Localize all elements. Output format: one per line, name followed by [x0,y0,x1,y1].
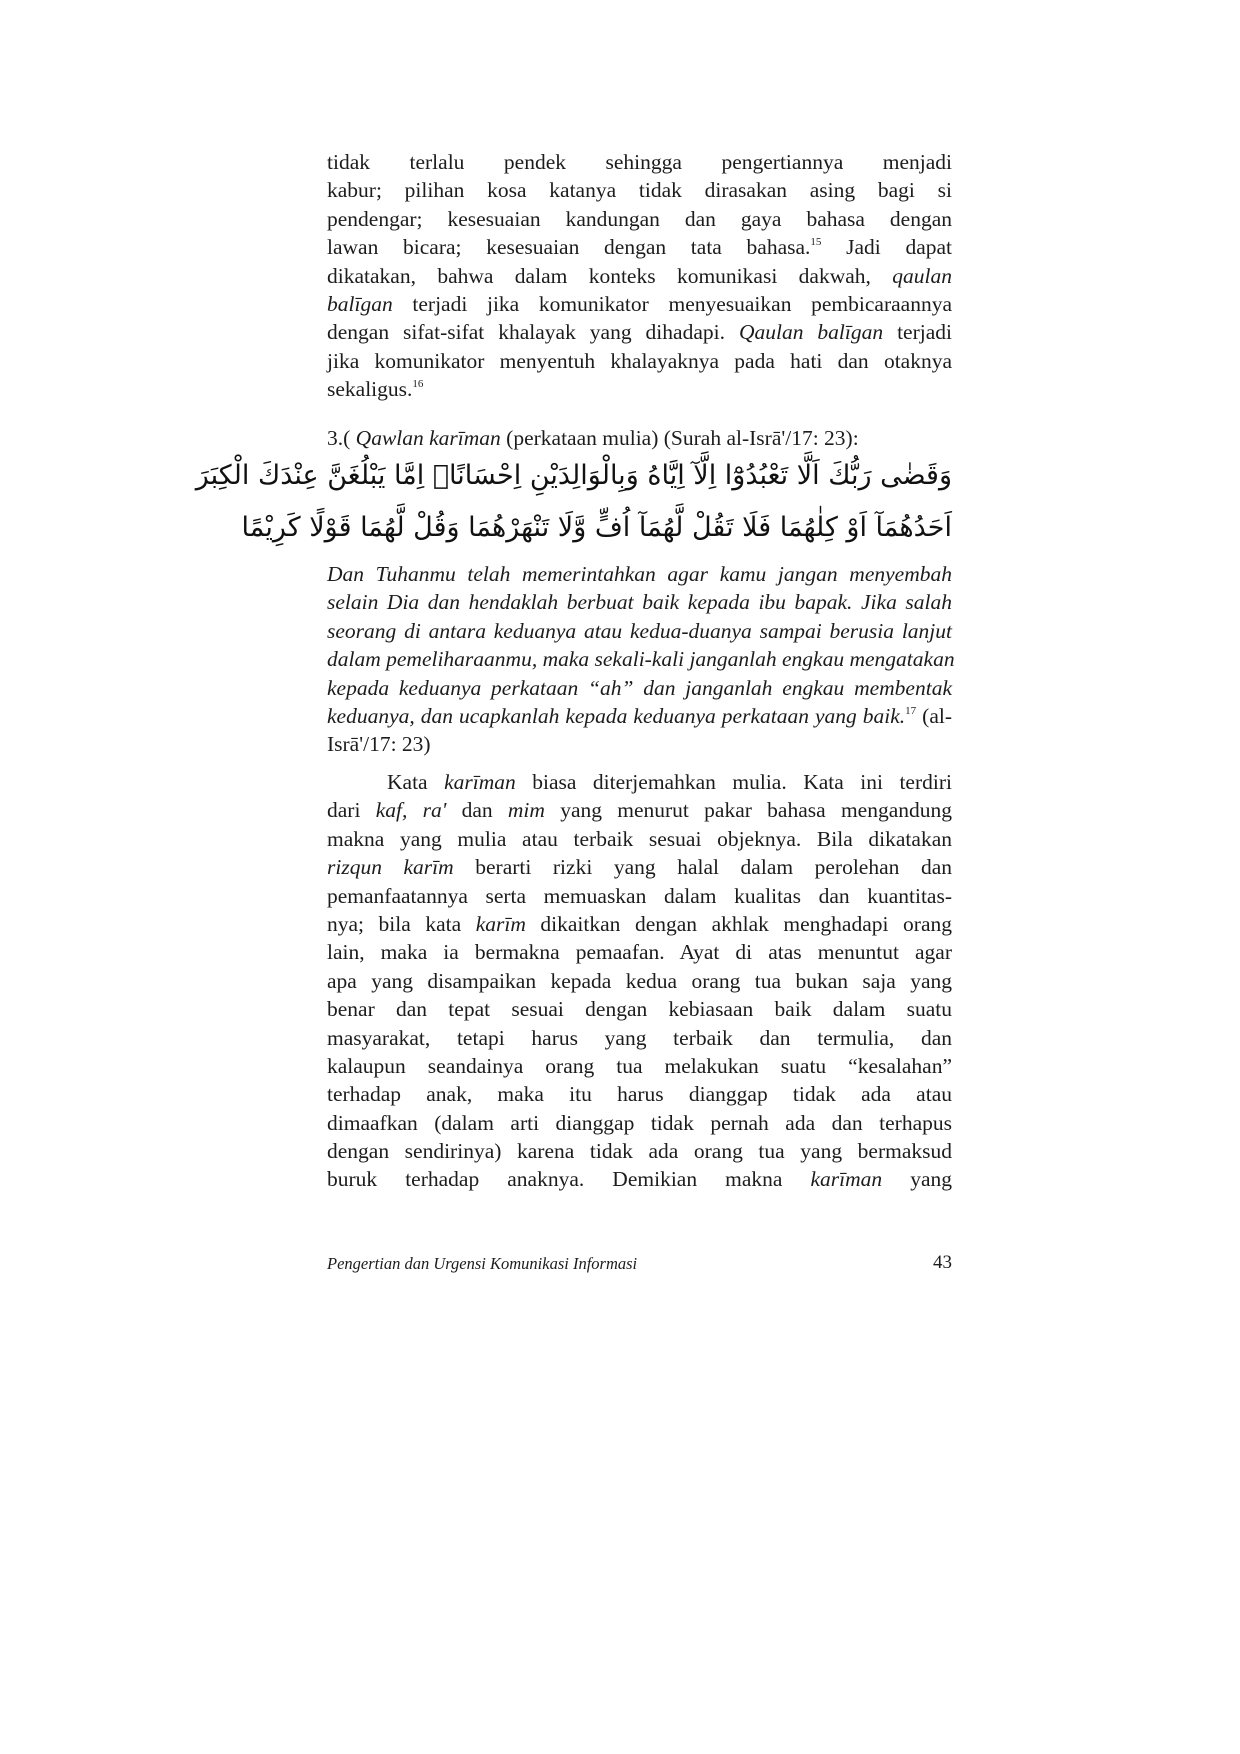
text-line [327,995,952,1023]
text-segment: lawan bicara; kesesuaian dengan tata bahasa. [327,235,811,260]
arabic-verse [195,450,952,554]
text-segment: apa yang disampaikan kepada kedua orang tua bukan saja yang [327,968,952,993]
text-segment: Jadi dapat [821,235,953,260]
text-segment: sekaligus. [327,377,413,402]
arabic-verse-line-1: وَقَضٰى رَبُّكَ اَلَّا تَعْبُدُوْٓا اِلَّآ اِيَّاهُ وَبِالْوَالِدَيْنِ اِحْسَانًاۗ اِمَّا يَبْلُغَنَّ عِنْدَكَ الْكِبَرَ [195,460,952,491]
verse-translation [327,560,955,759]
text-segment: Kata [387,770,445,794]
paragraph-1 [327,148,952,404]
text-segment: buruk terhadap anaknya. Demikian makna [327,1167,811,1192]
text-segment: (al- [916,703,952,728]
text-segment: pendengar; kesesuaian kandungan dan gaya bahasa dengan [327,206,952,231]
text-line [327,1109,952,1137]
italic-text: Dan Tuhanmu telah memerintahkan agar kamu jangan menyembah [327,562,952,586]
text-line [327,796,952,824]
footnote-marker: 17 [905,704,917,717]
text-line [327,702,952,730]
italic-text: balīgan [327,291,393,316]
text-segment: jika komunikator menyentuh khalayaknya pada hati dan otaknya [327,348,952,373]
text-segment: kabur; pilihan kosa katanya tidak dirasakan asing bagi si [327,178,952,203]
italic-text: karīman [810,1167,883,1192]
text-line [327,825,952,853]
text-segment: dengan sendirinya) karena tidak ada orang tua yang bermaksud [327,1139,952,1164]
page-footer [327,1254,952,1274]
text-segment: tidak terlalu pendek sehingga pengertiannya menjadi [327,150,952,174]
text-segment: biasa diterjemahkan mulia. Kata ini terdiri [515,770,952,794]
footnote-marker: 15 [810,236,822,249]
text-line [327,1080,952,1108]
footer-title: Pengertian dan Urgensi Komunikasi Informasi [327,1254,638,1273]
text-line [327,645,955,673]
text-line [327,560,952,588]
text-line [327,233,952,261]
text-line [327,853,952,881]
text-segment: dan [446,798,508,823]
italic-text: dalam pemeliharaanmu, maka sekali-kali janganlah engkau mengatakan [327,647,955,672]
text-segment: berarti rizki yang halal dalam perolehan dan [453,855,952,880]
text-segment: yang [882,1167,953,1192]
text-line [327,205,952,233]
text-line [327,176,952,204]
text-segment: dikaitkan dengan akhlak menghadapi orang [525,911,952,936]
text-line [327,910,952,938]
arabic-verse-line-2: اَحَدُهُمَآ اَوْ كِلٰهُمَا فَلَا تَقُلْ لَّهُمَآ اُفٍّ وَّلَا تَنْهَرْهُمَا وَقُلْ لَّهُمَا قَوْلًا كَرِيْمًا [241,512,952,543]
text-line [327,730,952,758]
text-segment: terjadi jika komunikator menyesuaikan pembicaraannya [392,291,952,316]
text-line [327,588,952,616]
italic-text: qaulan [892,263,952,288]
paragraph-2 [327,768,952,1194]
text-line [327,768,952,796]
italic-text: keduanya, dan ucapkanlah kepada keduanya perkataan yang baik. [327,703,906,728]
text-segment: terhadap anak, maka itu harus dianggap tidak ada atau [327,1082,952,1107]
text-line [327,674,952,702]
verse-heading [327,424,952,452]
italic-text: kaf, ra' [375,798,447,823]
text-segment: dari [327,798,376,823]
text-segment: yang menurut pakar bahasa mengandung [544,798,952,823]
text-line [327,1165,952,1193]
text-segment: 3.( [327,426,356,450]
text-segment: dimaafkan (dalam arti dianggap tidak pernah ada dan terhapus [327,1110,952,1135]
italic-text: seorang di antara keduanya atau kedua-duanya sampai berusia lanjut [327,618,952,643]
text-line [327,347,952,375]
text-line [327,938,952,966]
footnote-marker: 16 [412,378,424,391]
italic-text: kepada keduanya perkataan “ah” dan janganlah engkau membentak [327,675,952,700]
text-line [327,967,952,995]
italic-text: Qaulan balīgan [738,320,884,345]
italic-text: mim [507,798,545,823]
text-line [327,882,952,910]
text-line [327,318,952,346]
text-segment: makna yang mulia atau terbaik sesuai objeknya. Bila dikatakan [327,826,952,851]
text-segment: benar dan tepat sesuai dengan kebiasaan baik dalam suatu [327,997,952,1022]
text-segment: (perkataan mulia) (Surah al-Isrā'/17: 23): [500,426,859,450]
text-segment: pemanfaatannya serta memuaskan dalam kualitas dan kuantitas- [327,883,952,908]
text-line [327,1024,952,1052]
italic-text: rizqun karīm [327,855,454,880]
italic-text: Qawlan karīman [355,426,501,450]
italic-text: karīm [475,911,526,936]
text-line [327,290,952,318]
text-segment: nya; bila kata [327,911,476,936]
text-line [327,148,952,176]
text-segment: terjadi [883,320,952,345]
text-line [327,375,952,403]
text-line [327,262,952,290]
text-line [327,617,952,645]
italic-text: karīman [444,770,516,794]
text-line [327,424,952,452]
italic-text: selain Dia dan hendaklah berbuat baik kepada ibu bapak. Jika salah [327,590,952,615]
page-number: 43 [933,1252,952,1273]
text-segment: kalaupun seandainya orang tua melakukan suatu “kesalahan” [327,1053,952,1078]
text-segment: dengan sifat-sifat khalayak yang dihadapi. [327,320,739,345]
text-segment: masyarakat, tetapi harus yang terbaik dan termulia, dan [327,1025,952,1050]
text-line [327,1052,952,1080]
text-segment: Isrā'/17: 23) [327,732,431,757]
text-segment: dikatakan, bahwa dalam konteks komunikasi dakwah, [327,263,893,288]
text-segment: lain, maka ia bermakna pemaafan. Ayat di atas menuntut agar [327,940,952,965]
text-line [327,1137,952,1165]
